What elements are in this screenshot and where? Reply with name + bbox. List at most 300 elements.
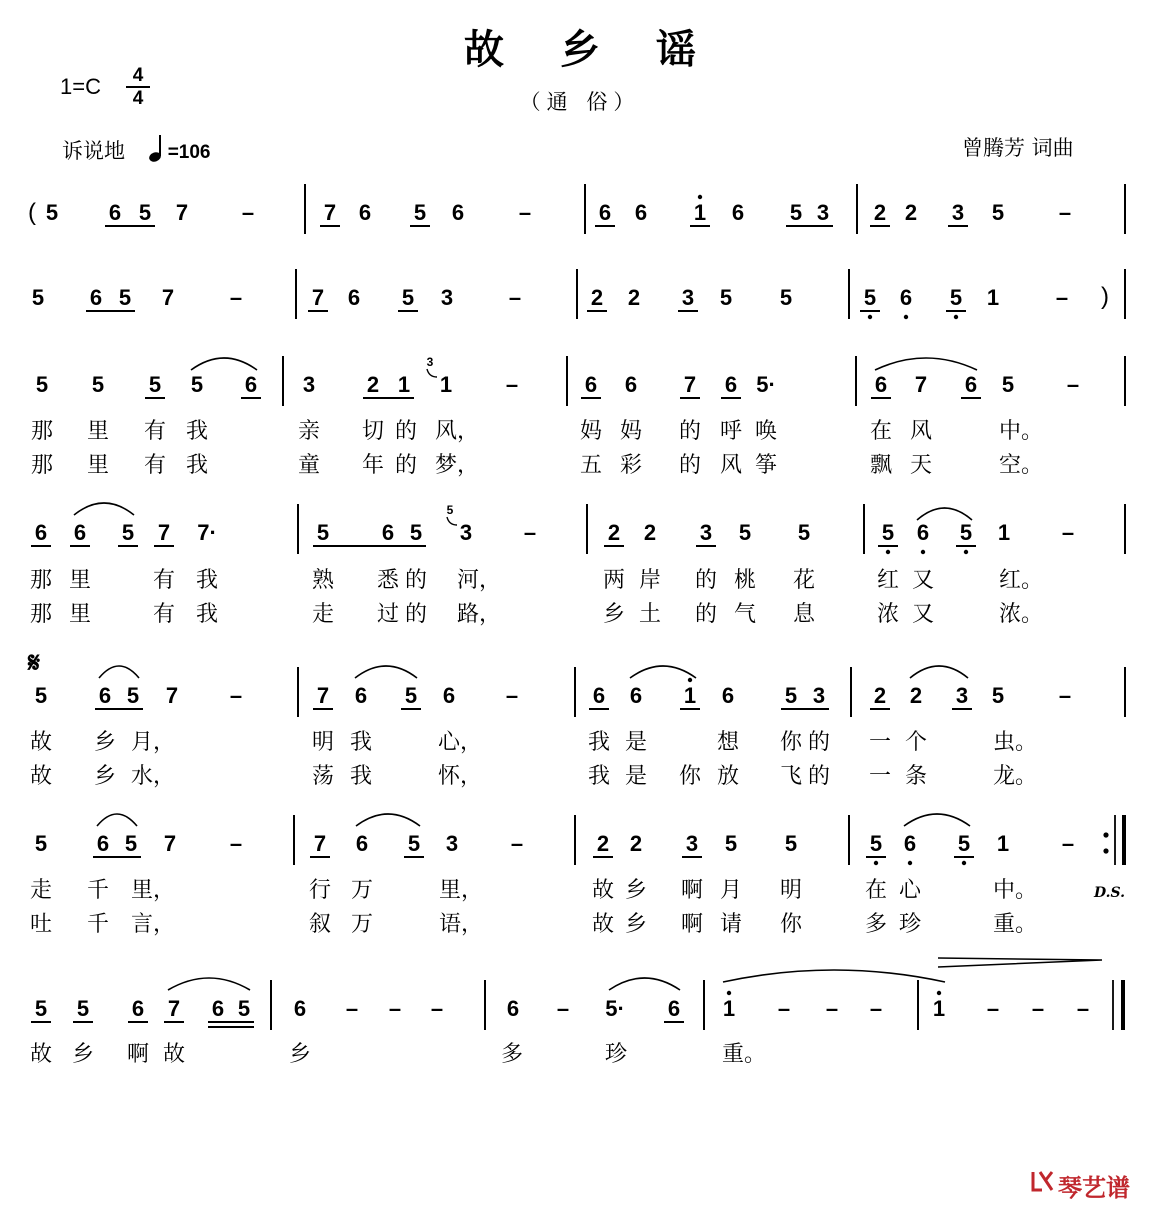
lyric-char: 梦， [435, 453, 480, 478]
lyric-char: 的 [808, 730, 831, 755]
score-lyrics [30, 419, 1043, 1067]
sustain-dash: – [241, 200, 255, 225]
ds-marking: D.S. [1094, 885, 1126, 901]
note-digit: 5 [138, 200, 152, 225]
lyric-char: 妈 [620, 419, 643, 444]
slur [723, 970, 945, 982]
octave-dot-above [727, 991, 731, 995]
lyric-char: 我 [588, 764, 611, 789]
lyric-char: 在 [870, 419, 893, 444]
octave-dot-below [908, 861, 912, 865]
lyric-char: 我 [186, 419, 209, 444]
note-digit: 5 [124, 831, 138, 856]
lyric-char: 荡 [312, 764, 335, 789]
note-digit: 2 [643, 520, 657, 545]
lyric-char: 风 [720, 453, 743, 478]
key-signature: 1=C [60, 74, 101, 99]
slur [191, 358, 257, 370]
octave-dot-below [904, 315, 908, 319]
lyric-char: 月， [131, 730, 176, 755]
note-digit: 6 [916, 520, 930, 545]
note-digit: 6 [442, 683, 456, 708]
lyric-char: 妈 [580, 419, 603, 444]
lyric-char: 童 [298, 453, 321, 478]
note-digit: 5 [719, 285, 733, 310]
lyric-char: 乡 [94, 730, 117, 755]
tempo-text: 诉说地 [62, 139, 125, 163]
grace-note: 3 [426, 355, 434, 369]
note-digit: 1 [397, 372, 411, 397]
decrescendo-hairpin [938, 958, 1102, 967]
slur [74, 503, 134, 515]
lyric-char: 乡 [289, 1042, 312, 1067]
lyric-char: 里 [69, 602, 92, 627]
sustain-dash: – [388, 996, 402, 1021]
lyric-char: 过 [377, 602, 400, 627]
lyric-char: 我 [588, 730, 611, 755]
lyric-char: 我 [350, 764, 373, 789]
note-digit: 5 [148, 372, 162, 397]
lyric-char: 风 [910, 419, 933, 444]
lyric-char: 故 [30, 1042, 53, 1067]
tempo-bpm: =106 [167, 142, 211, 163]
note-digit: 3 [699, 520, 713, 545]
note-digit: 6 [89, 285, 103, 310]
lyric-char: 心 [899, 878, 922, 903]
lyric-char: 我 [350, 730, 373, 755]
lyric-char: 龙。 [993, 764, 1038, 789]
note-digit: 2 [629, 831, 643, 856]
lyric-char: 放 [717, 764, 740, 789]
lyric-char: 有 [153, 568, 176, 593]
note-digit: 7 [323, 200, 337, 225]
author-credit: 曾腾芳 词曲 [962, 136, 1074, 160]
note-digit: 5 [404, 683, 418, 708]
lyric-char: 我 [196, 602, 219, 627]
note-digit: 6 [629, 683, 643, 708]
lyric-char: 心， [438, 730, 483, 755]
lyric-char: 故 [30, 730, 53, 755]
octave-dot-above [688, 678, 692, 682]
lyric-char: 息 [793, 602, 816, 627]
note-digit: 6 [293, 996, 307, 1021]
lyric-char: 飘 [870, 453, 893, 478]
repeat-dot [1103, 832, 1108, 837]
note-digit: 1 [932, 996, 946, 1021]
lyric-char: 呼 [720, 419, 743, 444]
lyric-char: 天 [910, 453, 933, 478]
note-digit: 1 [683, 683, 697, 708]
note-digit: 2 [627, 285, 641, 310]
note-digit: 6 [347, 285, 361, 310]
note-digit: 5 [724, 831, 738, 856]
note-digit: 3 [681, 285, 695, 310]
lyric-char: 吐 [30, 912, 53, 937]
note-digit: 5 [407, 831, 421, 856]
octave-dot-below [868, 315, 872, 319]
song-genre: （通 俗） [519, 90, 641, 114]
lyric-char: 请 [720, 912, 743, 937]
lyric-char: 的 [695, 568, 718, 593]
lyric-char: 里 [87, 453, 110, 478]
lyric-char: 河， [457, 568, 502, 593]
title-char: 谣 [656, 26, 696, 73]
note-digit: 6 [98, 683, 112, 708]
note-digit: 5 [34, 831, 48, 856]
lyric-char: 的 [808, 764, 831, 789]
sustain-dash: – [229, 831, 243, 856]
note-digit: 5 [779, 285, 793, 310]
note-digit: 6 [506, 996, 520, 1021]
note-digit: 6 [381, 520, 395, 545]
sustain-dash: – [1031, 996, 1045, 1021]
lyric-char: 一 [869, 730, 892, 755]
note-digit: 7 [163, 831, 177, 856]
sustain-dash: – [505, 683, 519, 708]
sustain-dash: – [1061, 831, 1075, 856]
lyric-char: 风， [435, 419, 480, 444]
note-digit: 6 [964, 372, 978, 397]
lyric-char: 有 [144, 453, 167, 478]
slur [917, 508, 972, 520]
note-digit: 6 [96, 831, 110, 856]
note-digit: 5 [118, 285, 132, 310]
lyric-char: 又 [912, 602, 935, 627]
sustain-dash: – [229, 285, 243, 310]
lyric-char: 走 [312, 602, 335, 627]
note-digit: 2 [909, 683, 923, 708]
note-digit: 5 [401, 285, 415, 310]
lyric-char: 那 [31, 419, 54, 444]
sustain-dash: – [1076, 996, 1090, 1021]
note-digit: 5 [316, 520, 330, 545]
score-symbols [27, 199, 1125, 1030]
note-digit: 3 [951, 200, 965, 225]
lyric-char: 筝 [755, 453, 778, 478]
grace-curve [447, 517, 457, 525]
sustain-dash: – [508, 285, 522, 310]
note-digit: 5 [409, 520, 423, 545]
slur [168, 978, 250, 990]
lyric-char: 气 [734, 602, 757, 627]
lyric-char: 我 [186, 453, 209, 478]
lyric-char: 花 [793, 568, 816, 593]
note-digit: 6 [731, 200, 745, 225]
lyric-char: 万 [351, 912, 374, 937]
note-digit: 5 [91, 372, 105, 397]
note-digit: 3 [955, 683, 969, 708]
lyric-char: 岸 [639, 568, 662, 593]
lyric-char: 水， [131, 764, 176, 789]
lyric-char: 彩 [620, 453, 643, 478]
note-digit: 7 [175, 200, 189, 225]
lyric-char: 的 [679, 419, 702, 444]
lyric-char: 飞 [780, 764, 803, 789]
lyric-char: 乡 [72, 1042, 95, 1067]
note-digit: 5 [190, 372, 204, 397]
lyric-char: 语， [439, 912, 484, 937]
lyric-char: 条 [905, 764, 928, 789]
sustain-dash: – [510, 831, 524, 856]
lyric-char: 年 [362, 453, 385, 478]
lyric-char: 的 [405, 568, 428, 593]
note-digit: 3 [816, 200, 830, 225]
sustain-dash: – [1055, 285, 1069, 310]
sustain-dash: – [1058, 683, 1072, 708]
lyric-char: 土 [639, 602, 662, 627]
note-digit: 5 [121, 520, 135, 545]
note-digit: 7 [157, 520, 171, 545]
lyric-char: 有 [144, 419, 167, 444]
octave-dot-below [886, 550, 890, 554]
lyric-char: 叙 [309, 912, 332, 937]
note-digit: 6 [721, 683, 735, 708]
note-digit: 5 [35, 372, 49, 397]
note-digit: 7 [683, 372, 697, 397]
note-digit: 6 [451, 200, 465, 225]
octave-dot-above [937, 991, 941, 995]
note-digit: 5 [413, 200, 427, 225]
note-digit: 6 [624, 372, 638, 397]
lyric-char: 怀， [438, 764, 483, 789]
sustain-dash: – [1058, 200, 1072, 225]
note-digit: 6 [108, 200, 122, 225]
lyric-char: 中。 [999, 419, 1044, 444]
note-digit: 2 [596, 831, 610, 856]
note-digit: 7 [165, 683, 179, 708]
lyric-char: 又 [912, 568, 935, 593]
note-digit: 6 [131, 996, 145, 1021]
repeat-dot [1103, 848, 1108, 853]
note-digit: 2 [873, 200, 887, 225]
note-digit: 6 [667, 996, 681, 1021]
lyric-char: 一 [869, 764, 892, 789]
lyric-char: 浓。 [999, 602, 1044, 627]
lyric-char: 五 [580, 453, 603, 478]
octave-dot-below [921, 550, 925, 554]
note-digit: 5· [756, 372, 776, 397]
lyric-char: 的 [405, 602, 428, 627]
lyric-char: 红。 [999, 568, 1044, 593]
segno-sign: 𝄋 [28, 646, 41, 679]
lyric-char: 熟 [312, 568, 335, 593]
note-digit: 6 [598, 200, 612, 225]
note-digit: 5 [31, 285, 45, 310]
slur [356, 814, 420, 826]
lyric-char: 言， [131, 912, 176, 937]
lyric-char: 桃 [734, 568, 757, 593]
note-digit: 6 [874, 372, 888, 397]
lyric-char: 路， [457, 602, 502, 627]
note-digit: 1 [439, 372, 453, 397]
lyric-char: 多 [865, 912, 888, 937]
lyric-char: 虫。 [993, 730, 1038, 755]
lyric-char: 千 [87, 912, 110, 937]
octave-dot-above [698, 195, 702, 199]
note-digit: 5 [237, 996, 251, 1021]
note-digit: 1 [997, 520, 1011, 545]
note-digit: 5 [34, 683, 48, 708]
lyric-char: 你 [780, 730, 803, 755]
slur [630, 666, 696, 678]
note-digit: 7 [914, 372, 928, 397]
note-digit: 5 [881, 520, 895, 545]
note-digit: 5 [869, 831, 883, 856]
note-digit: 2 [904, 200, 918, 225]
slur [97, 814, 137, 826]
note-digit: 7 [167, 996, 181, 1021]
lyric-char: 啊 [127, 1042, 150, 1067]
lyric-char: 乡 [625, 878, 648, 903]
lyric-char: 里 [69, 568, 92, 593]
lyric-char: 空。 [999, 453, 1044, 478]
sustain-dash: – [505, 372, 519, 397]
slur [910, 666, 968, 678]
lyric-char: 明 [312, 730, 335, 755]
slur [875, 358, 977, 370]
note-digit: 1 [996, 831, 1010, 856]
note-digit: 6 [354, 683, 368, 708]
note-digit: 7 [316, 683, 330, 708]
note-digit: 2 [873, 683, 887, 708]
note-digit: 6 [244, 372, 258, 397]
note-digit: 6 [592, 683, 606, 708]
lyric-char: 想 [717, 730, 740, 755]
lyric-char: 千 [87, 878, 110, 903]
lyric-char: 啊 [681, 878, 704, 903]
lyric-char: 你 [679, 764, 702, 789]
lyric-char: 有 [153, 602, 176, 627]
lyric-char: 走 [30, 878, 53, 903]
lyric-char: 乡 [603, 602, 626, 627]
lyric-char: 的 [395, 453, 418, 478]
note-digit: 1 [722, 996, 736, 1021]
lyric-char: 是 [625, 764, 648, 789]
lyric-char: 个 [905, 730, 928, 755]
note-digit: 7 [161, 285, 175, 310]
sustain-dash: – [229, 683, 243, 708]
slur [355, 666, 417, 678]
note-digit: 7· [197, 520, 217, 545]
watermark-logo-icon [1030, 1168, 1060, 1194]
note-digit: 6 [903, 831, 917, 856]
lyric-char: 红 [877, 568, 900, 593]
sustain-dash: – [777, 996, 791, 1021]
note-digit: 3 [440, 285, 454, 310]
note-digit: 3 [445, 831, 459, 856]
lyric-char: 浓 [877, 602, 900, 627]
lyric-char: 啊 [681, 912, 704, 937]
note-digit: 2 [607, 520, 621, 545]
note-digit: 6 [584, 372, 598, 397]
lyric-char: 里， [131, 878, 176, 903]
slur [99, 666, 139, 678]
note-digit: 2 [590, 285, 604, 310]
lyric-char: 两 [603, 568, 626, 593]
sustain-dash: – [518, 200, 532, 225]
lyric-char: 乡 [625, 912, 648, 937]
note-digit: 5 [949, 285, 963, 310]
lyric-char: 的 [395, 419, 418, 444]
sustain-dash: – [523, 520, 537, 545]
slur [904, 814, 970, 826]
note-digit: 5 [738, 520, 752, 545]
lyric-char: 的 [679, 453, 702, 478]
note-digit: 5 [45, 200, 59, 225]
note-digit: 5 [76, 996, 90, 1021]
meter-top: 4 [132, 65, 144, 86]
lyric-char: 那 [30, 602, 53, 627]
note-digit: 5· [605, 996, 625, 1021]
note-digit: 3 [685, 831, 699, 856]
note-digit: 5 [863, 285, 877, 310]
lyric-char: 重。 [722, 1042, 767, 1067]
note-digit: 7 [311, 285, 325, 310]
note-digit: 7 [313, 831, 327, 856]
sustain-dash: – [430, 996, 444, 1021]
lyric-char: 万 [351, 878, 374, 903]
lyric-char: 重。 [993, 912, 1038, 937]
lyric-char: 中。 [993, 878, 1038, 903]
grace-curve [427, 369, 437, 377]
octave-dot-below [874, 861, 878, 865]
grace-note: 5 [446, 503, 454, 517]
slur [609, 978, 680, 990]
close-paren: ) [1101, 283, 1109, 310]
note-digit: 5 [957, 831, 971, 856]
lyric-char: 月 [720, 878, 743, 903]
lyric-char: 珍 [899, 912, 922, 937]
octave-dot-below [954, 315, 958, 319]
lyric-char: 故 [592, 878, 615, 903]
note-digit: 3 [812, 683, 826, 708]
note-digit: 6 [634, 200, 648, 225]
lyric-char: 故 [30, 764, 53, 789]
open-paren: ( [28, 199, 36, 226]
note-digit: 6 [73, 520, 87, 545]
lyric-char: 在 [865, 878, 888, 903]
note-digit: 5 [789, 200, 803, 225]
sustain-dash: – [1061, 520, 1075, 545]
note-digit: 2 [366, 372, 380, 397]
note-digit: 3 [302, 372, 316, 397]
sustain-dash: – [825, 996, 839, 1021]
lyric-char: 你 [780, 912, 803, 937]
lyric-char: 多 [501, 1042, 524, 1067]
note-digit: 5 [797, 520, 811, 545]
note-digit: 6 [724, 372, 738, 397]
lyric-char: 的 [695, 602, 718, 627]
note-digit: 1 [693, 200, 707, 225]
octave-dot-below [962, 861, 966, 865]
sustain-dash: – [556, 996, 570, 1021]
lyric-char: 亲 [298, 419, 321, 444]
lyric-char: 是 [625, 730, 648, 755]
lyric-char: 里 [87, 419, 110, 444]
note-digit: 6 [211, 996, 225, 1021]
lyric-char: 那 [31, 453, 54, 478]
note-digit: 6 [358, 200, 372, 225]
lyric-char: 行 [309, 878, 332, 903]
sustain-dash: – [1066, 372, 1080, 397]
note-digit: 5 [126, 683, 140, 708]
note-digit: 5 [991, 683, 1005, 708]
meter-bottom: 4 [132, 88, 144, 109]
lyric-char: 悉 [377, 568, 400, 593]
title-char: 乡 [560, 26, 600, 73]
lyric-char: 里， [439, 878, 484, 903]
lyric-char: 珍 [605, 1042, 628, 1067]
